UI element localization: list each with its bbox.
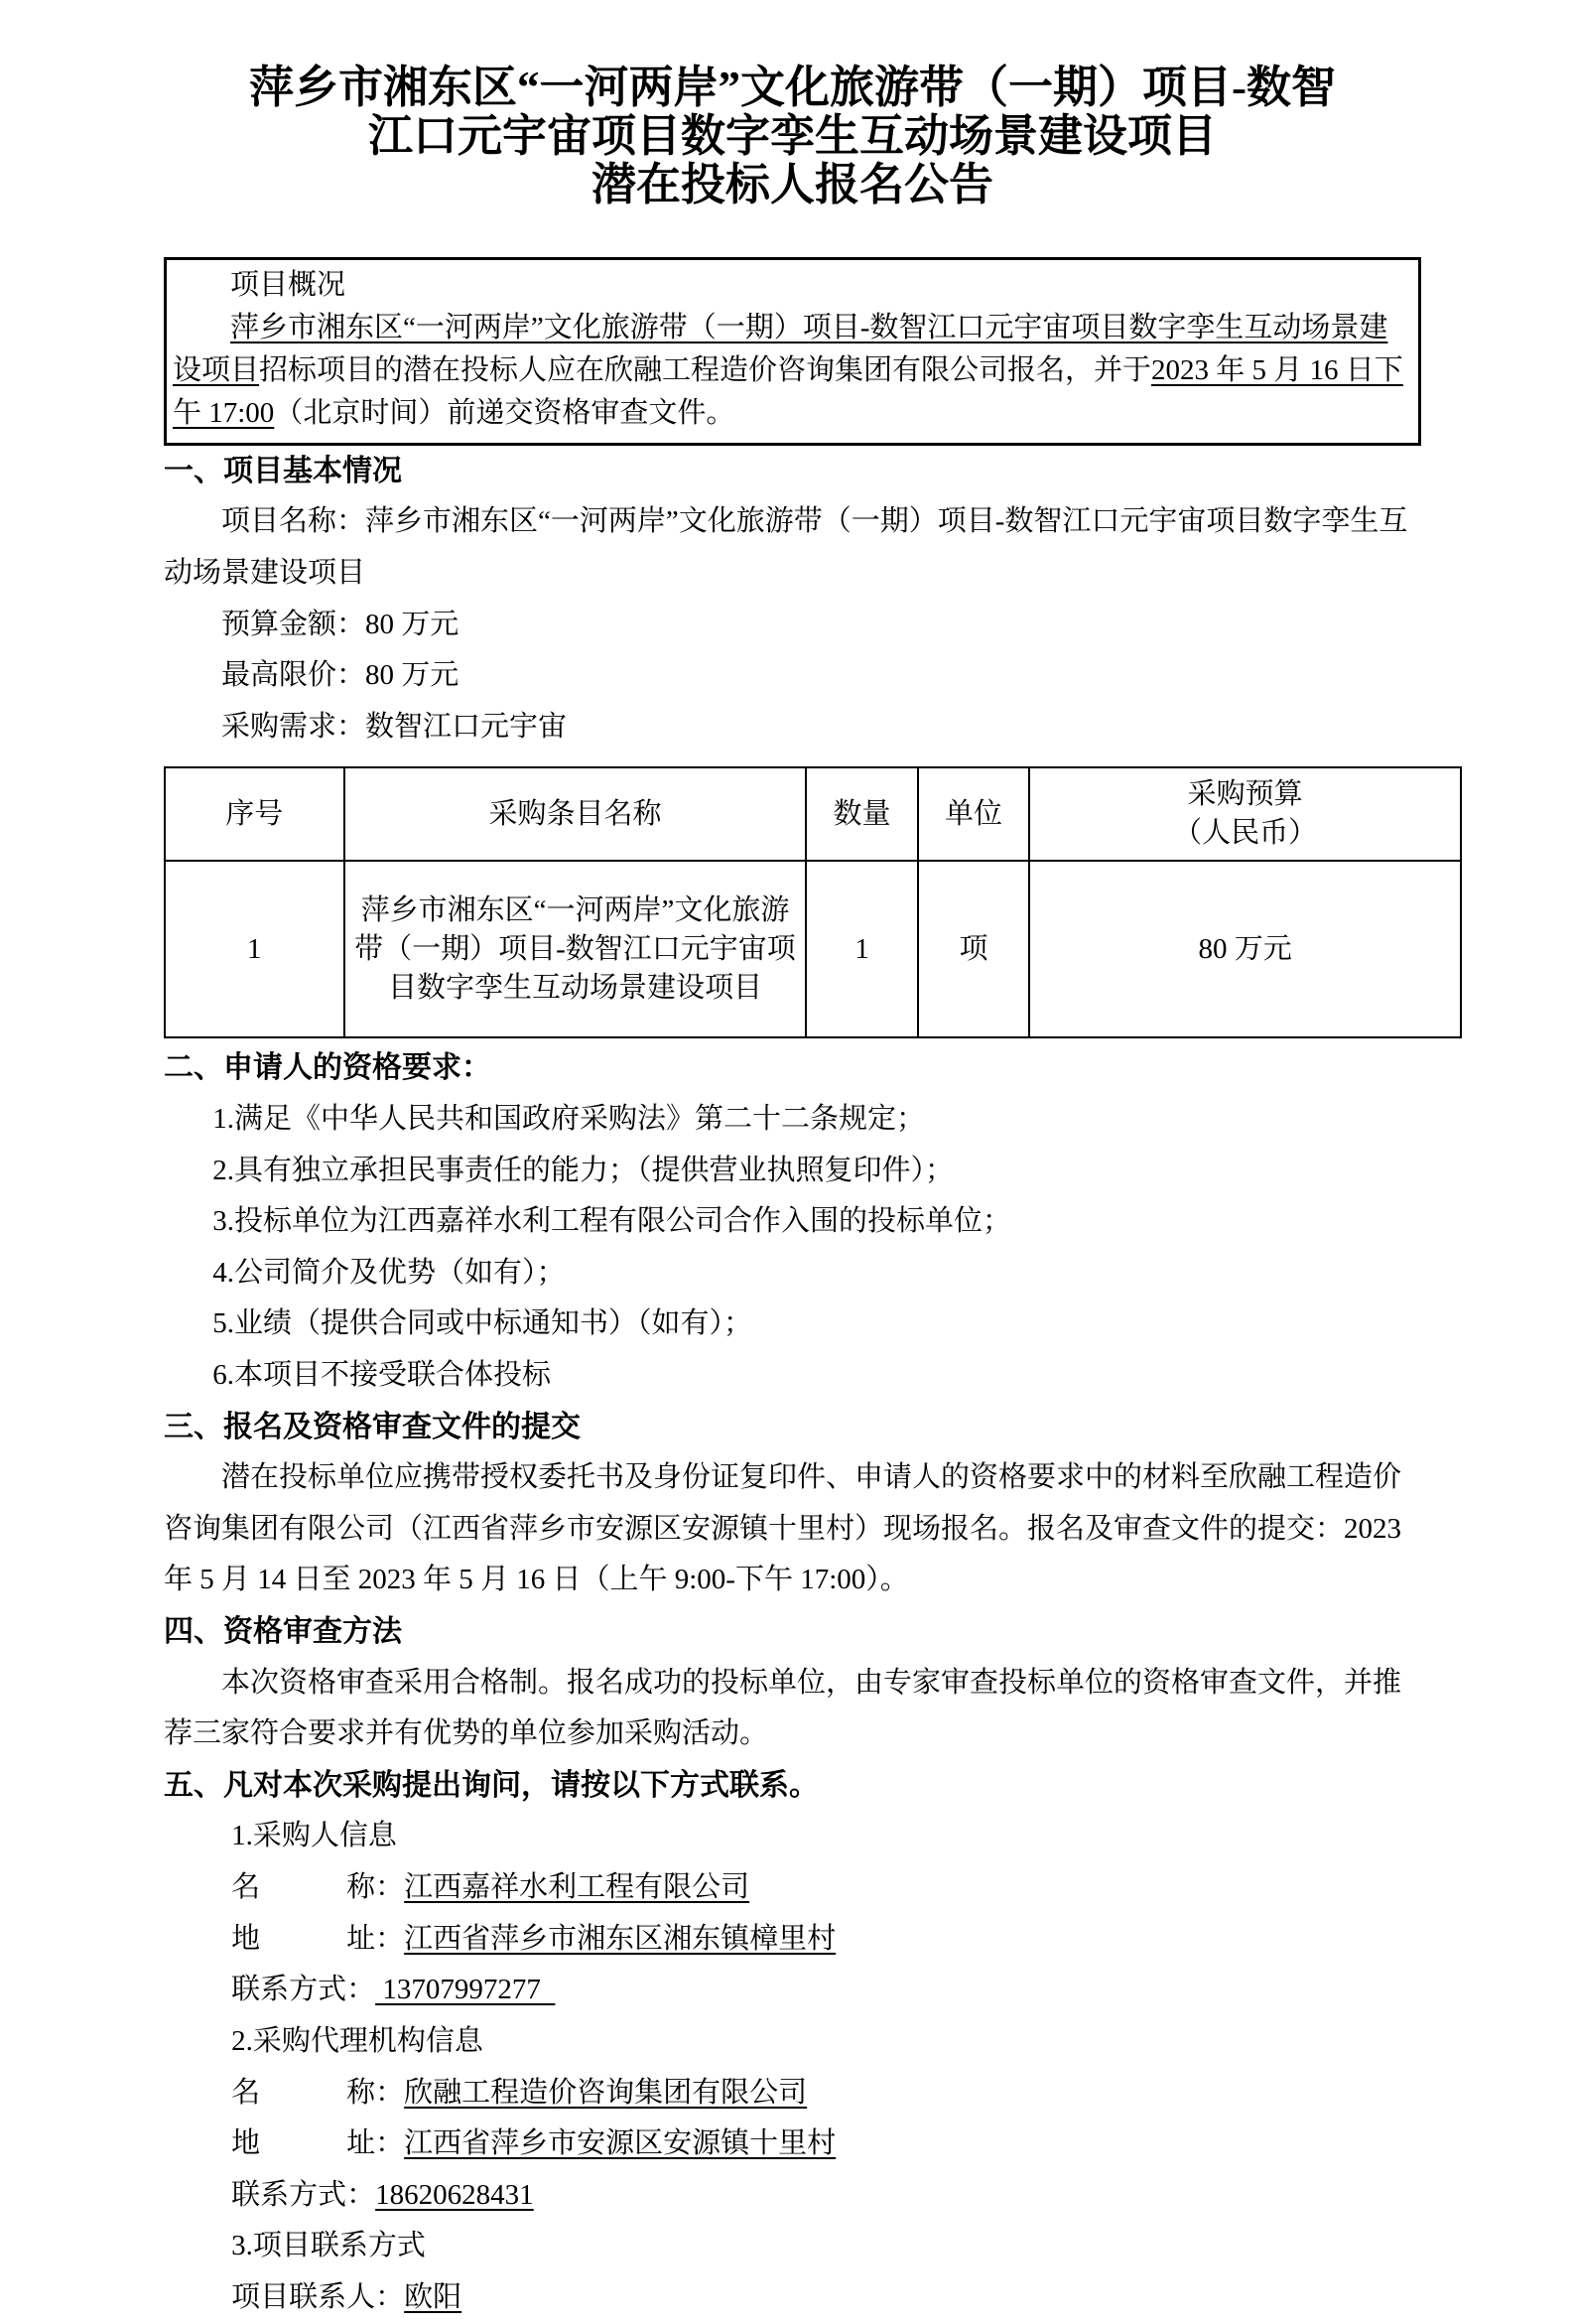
agent-name-line <box>164 2068 1421 2119</box>
table-cell-name: 萍乡市湘东区“一河两岸”文化旅游带（一期）项目-数智江口元宇宙项目数字孪生互动场景建设项目 <box>344 861 807 1037</box>
buyer-phone-label: 联系方式： <box>231 1974 376 2006</box>
buyer-name-label: 名 称： <box>231 1871 405 1904</box>
agent-address-value: 江西省萍乡市安源区安源镇十里村 <box>404 2127 837 2160</box>
requirement-item-4: 4.公司简介及优势（如有）； <box>212 1256 566 1289</box>
buyer-phone-line <box>164 1965 1421 2016</box>
table-cell-no: 1 <box>165 861 344 1037</box>
buyer-address-line <box>164 1914 1421 1966</box>
section-5-heading: 五、凡对本次采购提出询问，请按以下方式联系。 <box>164 1768 819 1802</box>
overview-tail-text: （北京时间）前递交资格审查文件。 <box>274 396 735 429</box>
procurement-items-table <box>164 766 1462 1038</box>
overview-heading: 项目概况 <box>230 269 346 302</box>
buyer-phone-value: 13707997277 <box>375 1974 556 2006</box>
table-header-unit: 单位 <box>918 767 1029 861</box>
agent-phone-label: 联系方式： <box>231 2178 376 2211</box>
agent-address-line <box>164 2119 1421 2170</box>
table-header-budget <box>1029 767 1461 861</box>
agent-name-label: 名 称： <box>231 2076 405 2109</box>
title-line-2: 江口元宇宙项目数字孪生互动场景建设项目 <box>367 111 1217 162</box>
project-overview-box <box>164 257 1421 446</box>
section-4-heading: 四、资格审查方法 <box>164 1615 402 1649</box>
table-cell-qty: 1 <box>806 861 917 1037</box>
buyer-name-line <box>164 1862 1421 1914</box>
table-cell-unit: 项 <box>918 861 1029 1037</box>
project-contact-line <box>164 2272 1421 2324</box>
requirement-item-2: 2.具有独立承担民事责任的能力；（提供营业执照复印件）； <box>212 1154 955 1186</box>
table-header-row <box>165 767 1461 861</box>
section-2-heading: 二、申请人的资格要求： <box>164 1051 491 1085</box>
table-row <box>165 861 1461 1037</box>
buyer-address-label: 地 址： <box>231 1922 405 1955</box>
overview-mid-text: 招标项目的潜在投标人应在欣融工程造价咨询集团有限公司报名，并于 <box>259 353 1152 386</box>
overview-project-name-underline: 萍乡市湘东区“一河两岸”文化旅游带（一期）项目-数智江口元宇宙项目数字孪生互动场景建设项目 <box>173 312 1388 386</box>
max-price-line: 最高限价：80 万元 <box>221 659 459 692</box>
demand-line: 采购需求：数智江口元宇宙 <box>221 710 568 743</box>
table-header-no: 序号 <box>165 767 344 861</box>
requirement-item-1: 1.满足《中华人民共和国政府采购法》第二十二条规定； <box>212 1103 926 1135</box>
section-4-paragraph: 本次资格审查采用合格制。报名成功的投标单位，由专家审查投标单位的资格审查文件，并推荐三家符合要求并有优势的单位参加采购活动。 <box>164 1666 1402 1750</box>
project-contact-label: 项目联系人： <box>231 2280 405 2313</box>
section-3-paragraph: 潜在投标单位应携带授权委托书及身份证复印件、申请人的资格要求中的材料至欣融工程造价咨询集团有限公司（江西省萍乡市安源区安源镇十里村）现场报名。报名及审查文件的提交：2023 年 5 月 14 日至 2023 年 5 月 16 日（上午 9:00-下午 17:00）。 <box>164 1461 1402 1596</box>
buyer-info-subheading: 1.采购人信息 <box>231 1820 397 1852</box>
agent-name-value: 欣融工程造价咨询集团有限公司 <box>404 2076 808 2109</box>
project-contact-subheading: 3.项目联系方式 <box>231 2230 426 2262</box>
agent-phone-line <box>164 2170 1421 2222</box>
agent-address-label: 地 址： <box>231 2127 405 2160</box>
requirement-item-6: 6.本项目不接受联合体投标 <box>212 1359 552 1392</box>
agent-info-subheading: 2.采购代理机构信息 <box>231 2024 483 2057</box>
overview-deadline-underline: 2023 年 5 月 16 日下午 17:00 <box>173 353 1403 429</box>
requirement-item-3: 3.投标单位为江西嘉祥水利工程有限公司合作入围的投标单位； <box>212 1205 1012 1238</box>
document-title <box>164 64 1421 209</box>
title-line-3: 潜在投标人报名公告 <box>591 160 993 210</box>
project-name-line: 项目名称：萍乡市湘东区“一河两岸”文化旅游带（一期）项目-数智江口元宇宙项目数字孪生互动场景建设项目 <box>164 505 1408 589</box>
buyer-name-value: 江西嘉祥水利工程有限公司 <box>404 1871 750 1904</box>
table-header-qty: 数量 <box>806 767 917 861</box>
agent-phone-value: 18620628431 <box>375 2178 534 2211</box>
table-header-name: 采购条目名称 <box>344 767 807 861</box>
table-header-budget-line2: （人民币） <box>1173 817 1318 850</box>
requirement-item-5: 5.业绩（提供合同或中标通知书）（如有）； <box>212 1307 753 1340</box>
project-contact-value: 欧阳 <box>404 2280 462 2313</box>
title-line-1: 萍乡市湘东区“一河两岸”文化旅游带（一期）项目-数智 <box>249 63 1336 112</box>
section-3-heading: 三、报名及资格审查文件的提交 <box>164 1410 581 1443</box>
table-header-budget-line1: 采购预算 <box>1187 778 1303 811</box>
table-cell-budget: 80 万元 <box>1029 861 1461 1037</box>
buyer-address-value: 江西省萍乡市湘东区湘东镇樟里村 <box>404 1922 837 1955</box>
section-1-heading: 一、项目基本情况 <box>164 454 402 487</box>
budget-line: 预算金额：80 万元 <box>221 608 459 640</box>
overview-paragraph <box>173 307 1408 435</box>
